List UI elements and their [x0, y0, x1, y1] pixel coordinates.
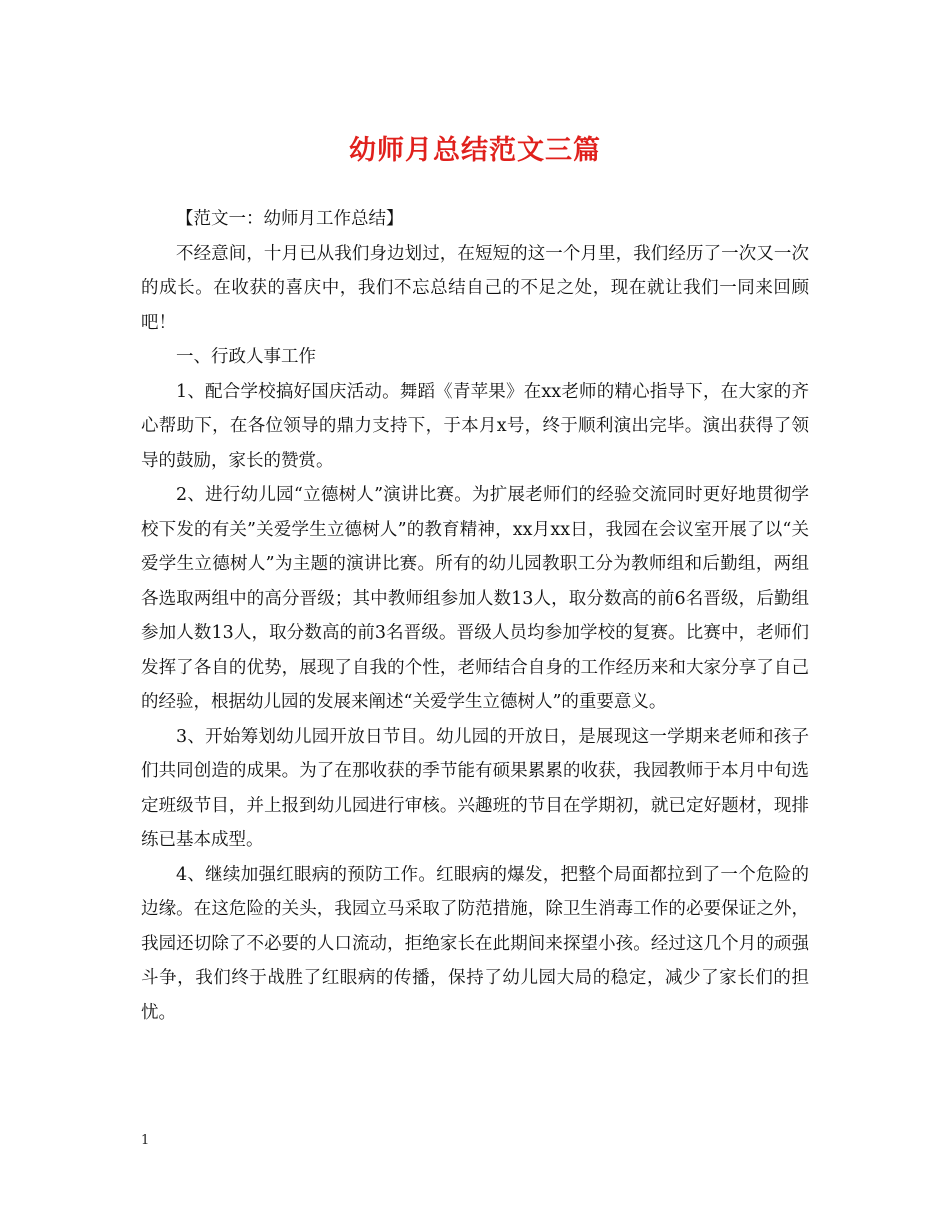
section-heading: 【范文一：幼师月工作总结】	[176, 209, 404, 229]
paragraph-item-3: 3、开始筹划幼儿园开放日节目。幼儿园的开放日，是展现这一学期来老师和孩子们共同创造的成果。为了在那收获的季节能有硕果累累的收获，我园教师于本月中旬选定班级节目，并上报到幼儿园进行审核。兴趣班的节目在学期初，就已定好题材，现排练已基本成型。	[141, 726, 809, 850]
document-title: 幼师月总结范文三篇	[349, 135, 601, 166]
subheading-admin-work: 一、行政人事工作	[176, 347, 316, 367]
page-number: 1	[141, 1133, 150, 1148]
paragraph-item-1: 1、配合学校搞好国庆活动。舞蹈《青苹果》在xx老师的精心指导下，在大家的齐心帮助下，在各位领导的鼎力支持下，于本月x号，终于顺利演出完毕。演出获得了领导的鼓励，家长的赞赏。	[141, 381, 809, 471]
paragraph-intro: 不经意间，十月已从我们身边划过，在短短的这一个月里，我们经历了一次又一次的成长。在收获的喜庆中，我们不忘总结自己的不足之处，现在就让我们一同来回顾吧！	[141, 243, 809, 333]
paragraph-item-4: 4、继续加强红眼病的预防工作。红眼病的爆发，把整个局面都拉到了一个危险的边缘。在这危险的关头，我园立马采取了防范措施，除卫生消毒工作的必要保证之外，我园还切除了不必要的人口流动，拒绝家长在此期间来探望小孩。经过这几个月的顽强斗争，我们终于战胜了红眼病的传播，保持了幼儿园大局的稳定，减少了家长们的担忧。	[141, 864, 809, 1023]
paragraph-item-2: 2、进行幼儿园“立德树人”演讲比赛。为扩展老师们的经验交流同时更好地贯彻学校下发的有关”关爱学生立德树人”的教育精神，xx月xx日，我园在会议室开展了以“关爱学生立德树人”为主题的演讲比赛。所有的幼儿园教职工分为教师组和后勤组，两组各选取两组中的高分晋级；其中教师组参加人数13人，取分数高的前6名晋级，后勤组参加人数13人，取分数高的前3名晋级。晋级人员均参加学校的复赛。比赛中，老师们发挥了各自的优势，展现了自我的个性，老师结合自身的工作经历来和大家分享了自己的经验，根据幼儿园的发展来阐述“关爱学生立德树人”的重要意义。	[141, 485, 809, 712]
document-body	[141, 202, 809, 1030]
